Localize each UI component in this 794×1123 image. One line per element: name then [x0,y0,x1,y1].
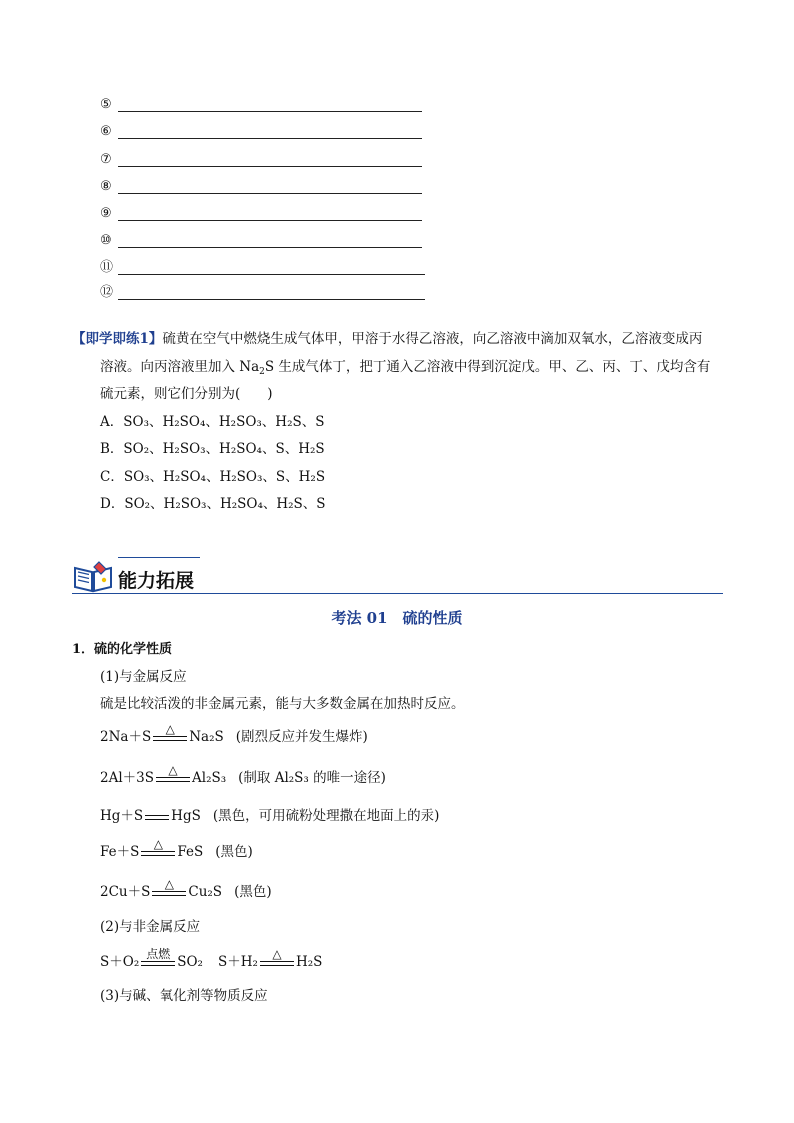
products: FeS [177,844,204,860]
blank-row [100,284,425,300]
reaction-condition: 点燃 [146,947,171,961]
section-top-rule [118,557,200,558]
blank-row [100,259,425,275]
option-d: D．SO₂、H₂SO₃、H₂SO₄、H₂S、S [100,496,326,512]
reaction-note: (剧烈反应并发生爆炸) [235,729,368,745]
reaction-note: (制取 Al₂S₃ 的唯一途径) [238,770,386,786]
equation-r2 [100,764,386,787]
reaction-condition: △ [165,722,175,736]
blank-row [100,151,422,167]
equals-sign [145,802,169,825]
s1-sub3: (3)与碱、氧化剂等物质反应 [100,988,268,1004]
exercise-text-1: 硫黄在空气中燃烧生成气体甲，甲溶于水得乙溶液，向乙溶液中滴加双氧水，乙溶液变成丙 [162,331,703,347]
reactants: Fe＋S [100,844,140,860]
reaction-note: (黑色) [234,884,272,900]
section-title: 能力拓展 [118,571,195,592]
reactants: S＋H₂ [218,954,258,970]
equation-r5 [100,878,272,901]
reactants: S＋O₂ [100,954,140,970]
reactants: Hg＋S [100,808,144,824]
reaction-condition: △ [164,877,174,891]
answer-blank-line [118,287,425,300]
answer-blank-line [118,99,422,112]
products: HgS [171,808,201,824]
reactants: 2Cu＋S [100,884,151,900]
reactants: 2Na＋S [100,729,152,745]
answer-blank-line [118,181,422,194]
equals-sign [152,878,186,901]
equation-r3 [100,802,439,825]
products: Na₂S [189,729,224,745]
equals-sign [141,838,175,861]
products: SO₂ [177,954,203,970]
s1-heading: 1．硫的化学性质 [72,642,173,657]
blank-number: ⑤ [100,97,112,112]
blank-row [100,178,422,194]
exercise-text-3: 硫元素，则它们分别为( ) [100,386,273,402]
kaofa-title: 考法 01 硫的性质 [331,609,463,627]
exercise-block [72,330,732,403]
products: H₂S [295,954,323,970]
blank-number: ⑧ [100,179,112,194]
option-c: C．SO₃、H₂SO₄、H₂SO₃、S、H₂S [100,469,326,485]
blank-number: ⑨ [100,206,112,221]
exercise-text-2: 溶液。向丙溶液里加入 $Na_2S$ 生成气体丁，把丁通入乙溶液中得到沉淀戊。甲、乙、丙、丁、戊均含有 [100,359,711,377]
exercise-tag: 【即学即练1】 [72,331,163,347]
products: Cu₂S [188,884,223,900]
open-book-icon [72,560,114,594]
s1-sub2: (2)与非金属反应 [100,919,201,935]
option-b: B．SO₂、H₂SO₃、H₂SO₄、S、H₂S [100,441,325,457]
equals-sign [141,948,175,971]
reaction-note: (黑色，可用硫粉处理撒在地面上的汞) [212,808,440,824]
reaction-note: (黑色) [215,844,253,860]
blank-number: ⑩ [100,233,112,248]
option-a: A．SO₃、H₂SO₄、H₂SO₃、H₂S、S [100,414,325,430]
equation-r7 [218,948,322,971]
s1-desc: 硫是比较活泼的非金属元素，能与大多数金属在加热时反应。 [100,696,465,712]
equation-r6 [100,948,203,971]
products: Al₂S₃ [192,770,227,786]
equals-sign [260,948,294,971]
blank-number: ⑦ [100,152,112,167]
reaction-condition: △ [272,947,282,961]
blank-number: ⑪ [100,260,114,275]
answer-blank-line [118,126,422,139]
equation-r1 [100,723,368,746]
reaction-condition: △ [153,837,163,851]
equals-sign [156,764,190,787]
blank-number: ⑫ [100,285,114,300]
blank-row [100,123,422,139]
answer-blank-line [118,208,422,221]
blank-row [100,205,422,221]
blank-row [100,96,422,112]
section-rule [72,593,723,594]
answer-blank-line [118,262,425,275]
equals-sign [153,723,187,746]
blank-number: ⑥ [100,124,112,139]
equation-r4 [100,838,253,861]
reactants: 2Al＋3S [100,770,154,786]
blank-row [100,232,422,248]
s1-sub1: (1)与金属反应 [100,669,187,685]
answer-blank-line [118,235,422,248]
answer-blank-line [118,154,422,167]
reaction-condition: △ [168,763,178,777]
